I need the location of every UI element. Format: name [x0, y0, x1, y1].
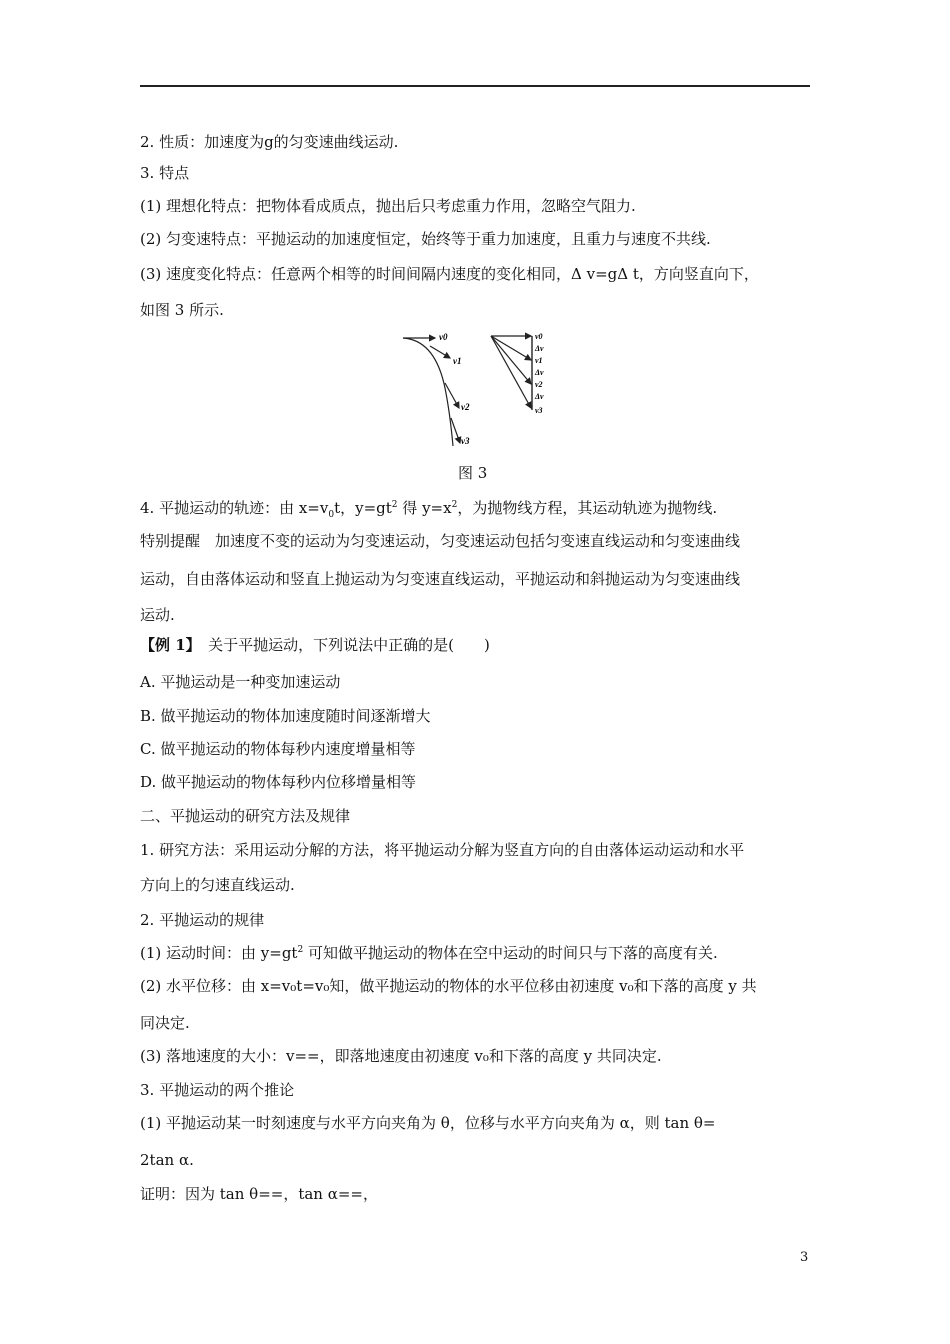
- example-tag: 【例 1】: [140, 636, 194, 654]
- text-line: (1) 理想化特点：把物体看成质点，抛出后只考虑重力作用，忽略空气阻力.: [140, 197, 636, 215]
- text-line: (1) 运动时间：由 $y=gt^2$ 可知做平抛运动的物体在空中运动的时间只与下落的高度有关.: [140, 944, 718, 962]
- text-line: 3. 特点: [140, 164, 190, 182]
- label-v2: v2: [461, 402, 470, 412]
- text-line: 方向上的匀速直线运动.: [140, 876, 295, 894]
- text-line: 2tan α.: [140, 1151, 194, 1169]
- text-line: (1) 平抛运动某一时刻速度与水平方向夹角为 θ，位移与水平方向夹角为 α，则 tan θ=: [140, 1114, 716, 1132]
- text-line: 4. 平抛运动的轨迹：由 $x=v_0t$，$y=gt^2$ 得 $y=x^2$，为抛物线方程，其运动轨迹为抛物线.: [140, 499, 718, 520]
- triangle-label: v1: [535, 356, 543, 365]
- section-heading: 二、平抛运动的研究方法及规律: [140, 807, 351, 825]
- text-line: (2) 匀变速特点：平抛运动的加速度恒定，始终等于重力加速度，且重力与速度不共线.: [140, 230, 711, 248]
- label-v0: v0: [439, 332, 448, 342]
- text-line: 1. 研究方法：采用运动分解的方法，将平抛运动分解为竖直方向的自由落体运动运动和水平: [140, 841, 745, 859]
- figure-caption: 图 3: [458, 464, 488, 482]
- triangle-label: Δv: [535, 344, 544, 353]
- example-question: 【例 1】 关于平抛运动，下列说法中正确的是( ): [140, 636, 490, 654]
- triangle-label: Δv: [535, 392, 544, 401]
- triangle-v3: [491, 336, 531, 408]
- text-line: (3) 落地速度的大小：v==，即落地速度由初速度 v₀和下落的高度 y 共同决定.: [140, 1047, 662, 1065]
- triangle-label: v2: [535, 380, 543, 389]
- label-v1: v1: [453, 356, 462, 366]
- header-rule: [140, 85, 810, 87]
- text-line: 2. 性质：加速度为g的匀变速曲线运动.: [140, 133, 399, 151]
- option-d: D. 做平抛运动的物体每秒内位移增量相等: [140, 773, 417, 791]
- trajectory-curve: [403, 338, 453, 446]
- velocity-diagram: [395, 328, 565, 456]
- triangle-label: Δv: [535, 368, 544, 377]
- triangle-label: v0: [535, 332, 543, 341]
- triangle-label: v3: [535, 406, 543, 415]
- text-line: 3. 平抛运动的两个推论: [140, 1081, 295, 1099]
- text-line: 同决定.: [140, 1014, 190, 1032]
- option-a: A. 平抛运动是一种变加速运动: [140, 673, 341, 691]
- vector-v2: [445, 383, 459, 408]
- text-line: (3) 速度变化特点：任意两个相等的时间间隔内速度的变化相同，Δ v=gΔ t，方向竖直向下，: [140, 265, 759, 283]
- label-v3: v3: [461, 436, 470, 446]
- text-line: 如图 3 所示.: [140, 301, 224, 319]
- option-b: B. 做平抛运动的物体加速度随时间逐渐增大: [140, 707, 431, 725]
- triangle-v2: [491, 336, 531, 384]
- text-line: 运动，自由落体运动和竖直上抛运动为匀变速直线运动，平抛运动和斜抛运动为匀变速曲线: [140, 570, 741, 588]
- page-number: 3: [800, 1250, 809, 1265]
- text-line: (2) 水平位移：由 x=v₀t=v₀知，做平抛运动的物体的水平位移由初速度 v₀和下落的高度 y 共: [140, 977, 757, 995]
- text-line: 特别提醒 加速度不变的运动为匀变速运动，匀变速运动包括匀变速直线运动和匀变速曲线: [140, 532, 741, 550]
- text-line: 运动.: [140, 606, 175, 624]
- text-line: 证明：因为 tan θ==，tan α==，: [140, 1185, 379, 1203]
- text-line: 2. 平抛运动的规律: [140, 911, 265, 929]
- option-c: C. 做平抛运动的物体每秒内速度增量相等: [140, 740, 416, 758]
